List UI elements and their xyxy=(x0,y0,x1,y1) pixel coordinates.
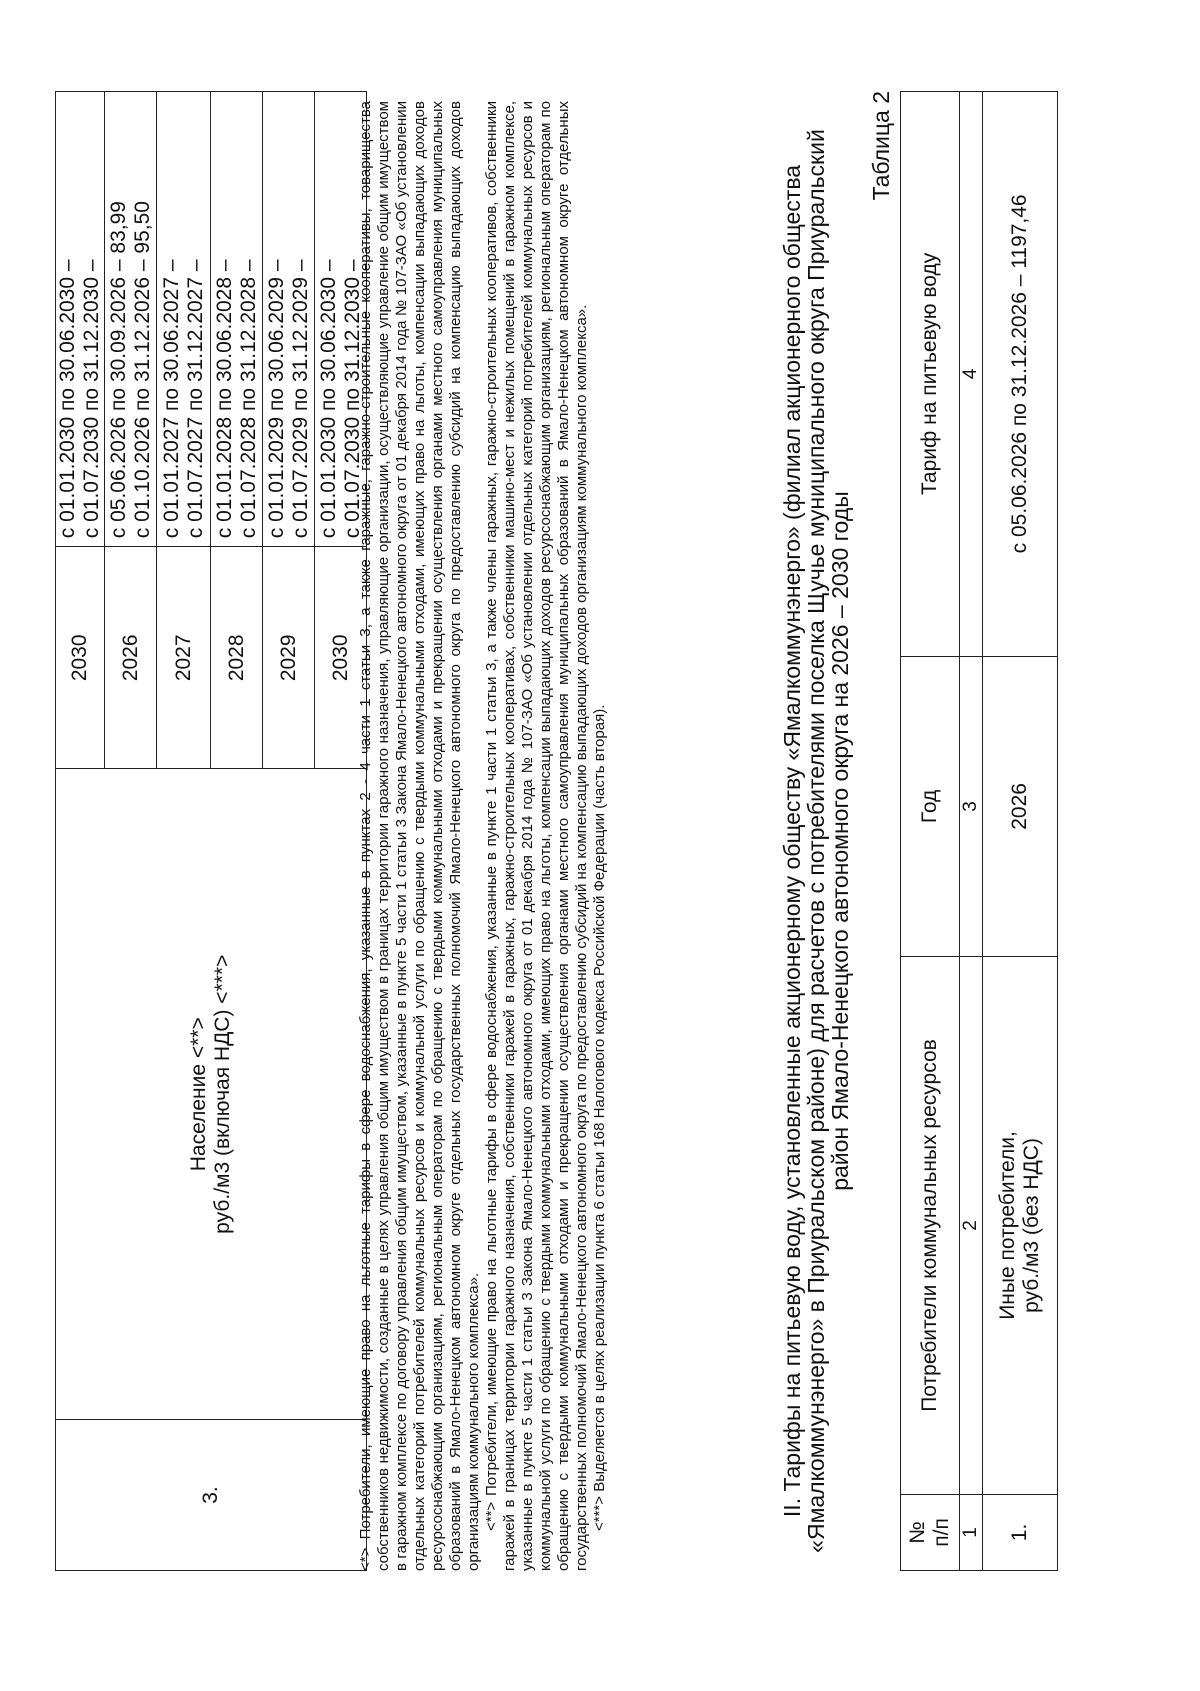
year-cell: 2028 xyxy=(211,547,263,769)
period-line: с 01.07.2027 по 31.12.2027 – xyxy=(183,259,207,539)
period-line: с 01.01.2030 по 30.06.2030 – xyxy=(56,259,79,539)
period-line: с 01.01.2027 по 30.06.2027 – xyxy=(159,259,183,539)
header-number-abbr: п/п xyxy=(930,1518,953,1547)
heading-line: II. Тарифы на питьевую воду, установленные акционерному обществу «Ямалкоммунэнерго» (филиал акционерного общества xyxy=(779,164,805,1518)
footnote-3: <***> Выделяется в целях реализации пункта 6 статьи 168 Налогового кодекса Российской Федерации (часть вторая). xyxy=(591,704,608,1531)
year-cell: 2026 xyxy=(105,547,157,769)
header-consumers: Потребители коммунальных ресурсов xyxy=(901,957,960,1495)
period-line: с 01.10.2026 по 31.12.2026 – 95,50 xyxy=(130,201,154,539)
period-line: с 05.06.2026 по 30.09.2026 – 83,99 xyxy=(106,201,130,539)
heading-line: район Ямало-Ненецкого автономного округа на 2026 – 2030 годы xyxy=(827,491,853,1191)
header-number xyxy=(901,1494,960,1570)
year-cell: 2030 xyxy=(315,547,367,769)
row-number: 3. xyxy=(199,1486,222,1504)
header-number-sign: № xyxy=(906,1521,929,1544)
column-number: 4 xyxy=(960,92,983,657)
period-line: с 01.07.2029 по 31.12.2029 – xyxy=(288,259,312,539)
column-number: 2 xyxy=(960,957,983,1495)
tariff-cell: с 05.06.2026 по 31.12.2026 – 1197,46 xyxy=(983,92,1058,657)
period-cell xyxy=(105,92,157,547)
period-line: с 01.07.2030 по 31.12.2030 – xyxy=(340,259,364,539)
consumer-unit: руб./м3 (включая НДС) <***> xyxy=(211,954,234,1234)
footnotes xyxy=(357,101,609,1571)
year-cell: 2026 xyxy=(983,656,1058,956)
year-cell: 2029 xyxy=(263,547,315,769)
heading-line: «Ямалкоммунэнерго» в Приуральском районе) для расчетов с потребителями поселка Щучье муниципального округа Приуральский xyxy=(803,129,829,1553)
year-cell: 2027 xyxy=(157,547,211,769)
period-line: с 01.07.2030 по 31.12.2030 – xyxy=(80,259,103,539)
footnote-2: <**> Потребители, имеющие право на льготные тарифы в сфере водоснабжения, указанные в пункте 1 части 1 статьи 3, а также члены гаражных, гаражно-строительных кооперативов, собственники гаражей в границах территории гаражного назначения, собственники гаражей в гаражных, гаражно-строительных кооперативах, собственники машино-мест и нежилых помещений в гаражном комплексе, указанные в пункте 5 части 1 статьи 3 Закона Ямало-Ненецкого автономного округа от 01 декабря 2014 года № 107-ЗАО «Об установлении отдельных категорий потребителей коммунальных ресурсов и коммунальной услуги по обращению с твердыми коммунальными отходами, имеющих право на льготы, компенсации выпадающих доходов ресурсоснабжающим организациям, региональным операторам по обращению с твердыми коммунальными отходами и прекращении осуществления органами местного самоуправления муниципальных образований в Ямало-Ненецком автономном округе отдельных государственных полномочий Ямало-Ненецкого автономного округа по предоставлению субсидий на компенсацию выпадающих доходов организациям коммунального комплекса». xyxy=(483,101,590,1571)
table-label: Таблица 2 xyxy=(868,91,894,201)
consumer-unit: руб./м3 (без НДС) xyxy=(1020,1138,1043,1313)
period-line: с 01.01.2029 по 30.06.2029 – xyxy=(264,259,288,539)
year-cell: 2030 xyxy=(56,547,105,769)
consumer-label: Иные потребители, xyxy=(996,1131,1019,1320)
header-tariff: Тариф на питьевую воду xyxy=(901,92,960,657)
period-cell xyxy=(56,92,105,547)
row-number: 1. xyxy=(983,1494,1058,1570)
period-line: с 01.01.2028 по 30.06.2028 – xyxy=(212,259,236,539)
consumer-cell xyxy=(56,769,367,1420)
consumer-label: Население <**> xyxy=(187,1017,210,1172)
column-number: 1 xyxy=(960,1494,983,1570)
column-number: 3 xyxy=(960,656,983,956)
period-cell xyxy=(211,92,263,547)
row-number-cell xyxy=(56,1420,367,1571)
header-year: Год xyxy=(901,656,960,956)
period-line: с 01.01.2030 по 30.06.2030 – xyxy=(316,259,340,539)
period-line: с 01.07.2028 по 31.12.2028 – xyxy=(236,259,260,539)
consumer-cell xyxy=(983,957,1058,1495)
tariff-table-2 xyxy=(900,91,1058,1571)
period-cell xyxy=(157,92,211,547)
period-cell xyxy=(263,92,315,547)
tariff-table-1 xyxy=(55,91,367,1571)
footnote-1: <*> Потребители, имеющие право на льготные тарифы в сфере водоснабжения, указанные в пунктах 2 - 4 части 1 статьи 3, а также гаражные, гаражно-строительные кооперативы, товарищества собственников недвижимости, созданные в целях управления общим имуществом в границах территории гаражного назначения, управляющие организации, осуществляющие управление общим имуществом в гаражном комплексе по договору управления общим имуществом, указанные в пункте 5 части 1 статьи 3 Закона Ямало-Ненецкого автономного округа от 01 декабря 2014 года № 107-ЗАО «Об установлении отдельных категорий потребителей коммунальных ресурсов и коммунальной услуги по обращению с твердыми коммунальными отходами, имеющих право на льготы, компенсации выпадающих доходов ресурсоснабжающим организациям, региональным операторам по обращению с твердыми коммунальными отходами и прекращении осуществления органами местного самоуправления муниципальных образований в Ямало-Ненецком автономном округе отдельных государственных полномочий Ямало-Ненецкого автономного округа по предоставлению субсидий на компенсацию выпадающих доходов организациям коммунального комплекса». xyxy=(357,101,482,1571)
section-heading xyxy=(780,111,852,1571)
